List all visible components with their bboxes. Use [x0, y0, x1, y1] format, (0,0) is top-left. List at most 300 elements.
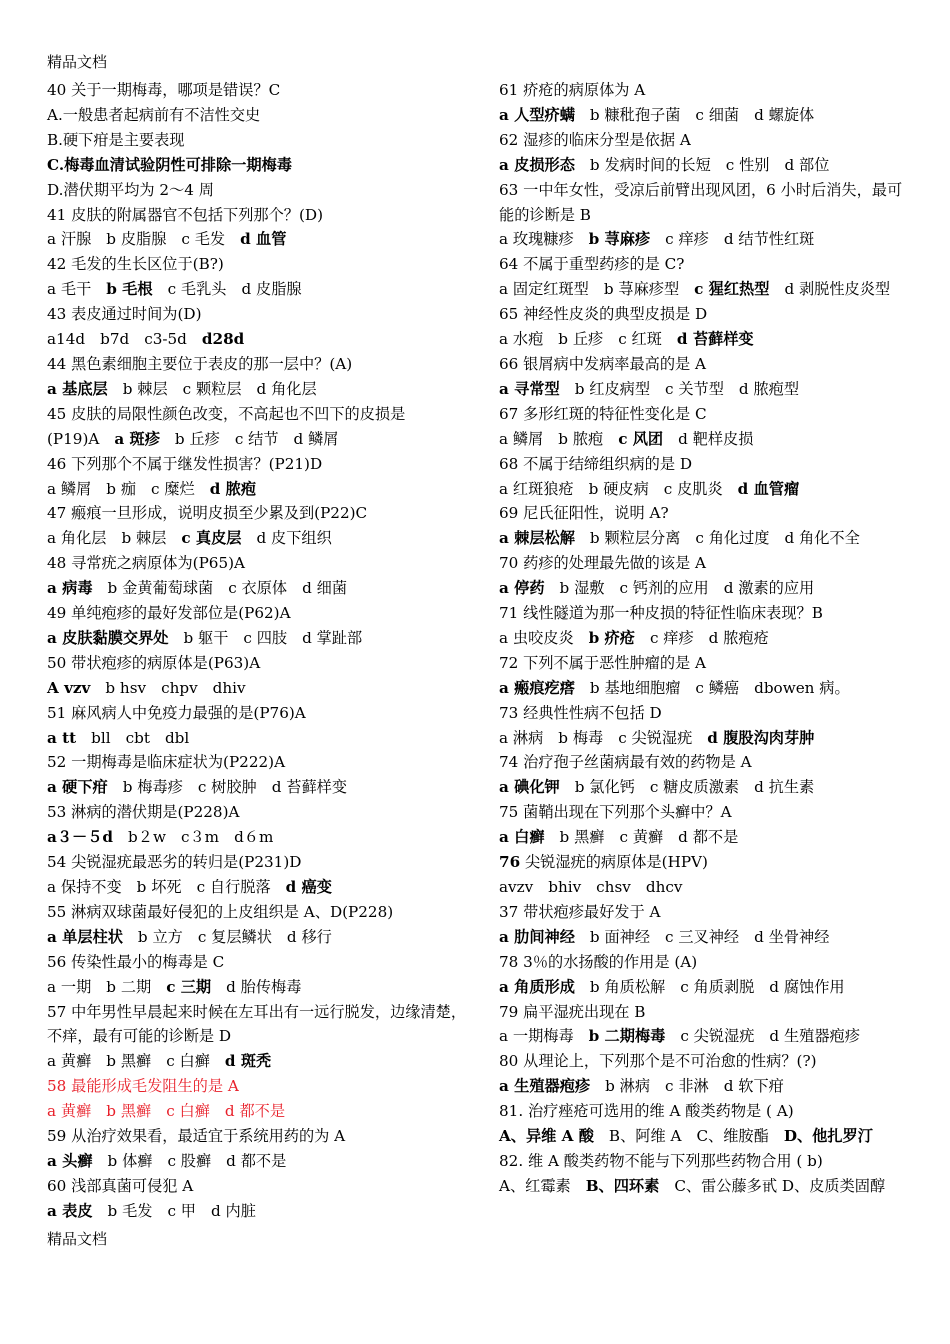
line-text: bll: [91, 728, 111, 747]
line-text: d 部位: [784, 155, 830, 174]
line-text: chpv: [161, 678, 198, 697]
line-text: 56 传染性最小的梅毒是 C: [47, 952, 225, 971]
question-line: [47, 925, 467, 950]
line-text: c 颗粒层: [182, 379, 242, 398]
question-line: [47, 377, 467, 402]
question-line: [47, 78, 467, 103]
page-header: 精品文档: [47, 53, 108, 71]
line-text: dbl: [164, 728, 190, 747]
question-line: [47, 850, 467, 875]
line-text: b 黑癣: [106, 1102, 152, 1121]
question-line: [47, 726, 467, 751]
answer-highlight: a 肋间神经: [499, 927, 575, 946]
question-line: [47, 252, 467, 277]
line-text: 72 下列不属于恶性肿瘤的是 A: [499, 653, 707, 672]
line-text: 53 淋病的潜伏期是(P228)A: [47, 803, 240, 822]
line-text: d 角化不全: [784, 529, 860, 548]
line-text: 40 关于一期梅毒，哪项是错误？C: [47, 81, 281, 99]
question-line: [47, 1174, 467, 1199]
left-question-column: [47, 78, 467, 1224]
answer-highlight: a 皮损形态: [499, 155, 575, 174]
question-line: [499, 78, 914, 103]
line-text: b 毛发: [107, 1201, 153, 1220]
line-text: d 结节性红斑: [723, 230, 815, 249]
line-text: a 汗腺: [47, 230, 92, 249]
line-text: chsv: [596, 878, 631, 896]
line-text: c 性别: [725, 155, 770, 174]
line-text: dbowen 病。: [754, 678, 850, 697]
question-line: [47, 402, 467, 427]
line-text: c 鳞癌: [695, 678, 740, 697]
question-line: [499, 352, 914, 377]
question-line: [47, 875, 467, 900]
question-line: [499, 701, 914, 726]
question-line: [499, 327, 914, 352]
question-line: [47, 975, 467, 1000]
question-line: [47, 302, 467, 327]
answer-highlight: a 停药: [499, 579, 545, 598]
answer-highlight: b 二期梅毒: [588, 1027, 666, 1046]
line-text: d 胎传梅毒: [226, 977, 302, 996]
line-text: d６m: [234, 828, 274, 847]
answer-highlight: c 三期: [166, 977, 212, 996]
answer-highlight: c 猩红热型: [694, 280, 770, 299]
line-text: b 棘层: [121, 529, 167, 548]
line-text: 67 多形红斑的特征性变化是 C: [499, 404, 707, 423]
line-text: b 二期: [106, 977, 152, 996]
answer-highlight: a 瘢痕疙瘩: [499, 678, 575, 697]
question-line: [499, 526, 914, 551]
question-line: [47, 277, 467, 302]
line-text: d 皮下组织: [256, 529, 332, 548]
line-text: 44 黑色素细胞主要位于表皮的那一层中？(A): [47, 354, 353, 373]
question-line: [499, 452, 914, 477]
line-text: 75 菌鞘出现在下列那个头癣中？A: [499, 803, 732, 822]
question-line: [499, 601, 914, 626]
line-text: b 金黄葡萄球菌: [107, 579, 214, 598]
answer-highlight: a 斑疹: [114, 429, 160, 448]
answer-highlight: a 单层柱状: [47, 927, 123, 946]
line-text: b 硬皮病: [588, 479, 649, 498]
line-text: b 丘疹: [174, 429, 220, 448]
line-text: d 角化层: [256, 379, 317, 398]
question-line: [499, 277, 914, 302]
page-footer: 精品文档: [47, 1230, 108, 1248]
answer-highlight: d 斑秃: [224, 1052, 272, 1071]
line-text: b 红皮病型: [574, 379, 651, 398]
line-text: d 都不是: [226, 1151, 287, 1170]
question-line: [499, 227, 914, 252]
answer-highlight: a 碘化钾: [499, 778, 560, 797]
line-text: 80 从理论上，下列那个是不可治愈的性病？(?): [499, 1052, 817, 1071]
line-text: c３m: [180, 828, 220, 847]
question-line: [47, 551, 467, 576]
question-line: [47, 1149, 467, 1174]
line-text: 78 3％的水扬酸的作用是 (A): [499, 952, 698, 971]
question-line: [499, 750, 914, 775]
answer-highlight: a 表皮: [47, 1201, 93, 1220]
line-text: 81. 治疗痤疮可选用的维 A 酸类药物是 ( A): [499, 1102, 794, 1121]
answer-highlight: a tt: [47, 728, 77, 747]
question-line: [499, 800, 914, 825]
answer-highlight: b 毛根: [106, 280, 153, 299]
line-text: 57 中年男性早晨起来时候在左耳出有一远行脱发，边缘清楚，不痒，最有可能的诊断是 D: [47, 1002, 467, 1046]
question-line: [47, 526, 467, 551]
answer-highlight: b 荨麻疹: [588, 230, 651, 249]
line-text: 82. 维 A 酸类药物不能与下列那些药物合用 ( b): [499, 1151, 823, 1170]
line-text: c 皮肌炎: [663, 479, 723, 498]
question-line: [47, 1074, 467, 1099]
line-text: 63 一中年女性，受凉后前臂出现风团，6 小时后消失，最可能的诊断是 B: [499, 180, 903, 224]
line-text: 64 不属于重型药疹的是 C?: [499, 255, 685, 274]
question-line: [47, 327, 467, 352]
answer-highlight: c 风团: [618, 429, 664, 448]
line-text: b 荨麻疹型: [603, 280, 680, 299]
line-text: a 红斑狼疮: [499, 479, 574, 498]
question-line: [499, 153, 914, 178]
question-line: [47, 750, 467, 775]
line-text: b 躯干: [183, 628, 229, 647]
line-text: c 痒疹: [649, 628, 694, 647]
line-text: a 水疱: [499, 330, 544, 349]
line-text: 49 单纯疱疹的最好发部位是(P62)A: [47, 604, 291, 623]
question-line: [499, 975, 914, 1000]
line-text: 37 带状疱疹最好发于 A: [499, 902, 661, 921]
line-text: b 皮脂腺: [106, 230, 167, 249]
question-line: [47, 651, 467, 676]
question-line: [47, 477, 467, 502]
line-text: 68 不属于结缔组织病的是 D: [499, 454, 693, 473]
line-text: d 脓疱型: [738, 379, 800, 398]
line-text: c 糖皮质激素: [649, 778, 740, 797]
line-text: b 脓疱: [558, 429, 604, 448]
line-text: d 皮脂腺: [241, 280, 302, 299]
line-text: b 痂: [106, 479, 137, 498]
line-text: b 角质松解: [589, 977, 666, 996]
line-text: 41 皮肤的附属器官不包括下列那个？(D): [47, 205, 323, 224]
question-line: [499, 925, 914, 950]
answer-highlight: a 基底层: [47, 379, 108, 398]
line-text: a 一期: [47, 977, 92, 996]
answer-highlight: a 硬下疳: [47, 778, 108, 797]
line-text: c 白癣: [166, 1052, 210, 1071]
line-text: c 三叉神经: [665, 927, 740, 946]
question-line: [499, 302, 914, 327]
question-line: [47, 1099, 467, 1124]
line-text: b 淋病: [605, 1077, 651, 1096]
line-text: a 淋病: [499, 728, 544, 747]
question-line: [499, 1024, 914, 1049]
line-text: 71 线性隧道为那一种皮损的特征性临床表现？B: [499, 604, 823, 623]
line-text: c 关节型: [665, 379, 724, 398]
line-text: d 苔藓样变: [271, 778, 348, 797]
answer-highlight: d 腹股沟肉芽肿: [707, 728, 815, 747]
line-text: dhcv: [645, 878, 683, 896]
line-text: d 激素的应用: [723, 579, 815, 598]
line-text: c 红斑: [618, 330, 662, 349]
question-line: [499, 178, 914, 228]
line-text: cbt: [125, 728, 150, 747]
line-text: d 生殖器疱疹: [769, 1027, 860, 1046]
line-text: C、雷公藤多甙 D、皮质类固醇: [674, 1176, 886, 1195]
line-text: a 鳞屑: [47, 479, 92, 498]
line-text: b 黑癣: [559, 828, 605, 847]
question-line: [47, 576, 467, 601]
line-text: 45 皮肤的局限性颜色改变，不高起也不凹下的皮损是: [47, 404, 406, 423]
line-text: dhiv: [212, 678, 246, 697]
question-line: [499, 427, 914, 452]
line-text: 74 治疗孢子丝菌病最有效的药物是 A: [499, 753, 752, 772]
line-text: 66 银屑病中发病率最高的是 A: [499, 354, 707, 373]
line-text: d 细菌: [302, 579, 348, 598]
line-text: d 软下疳: [723, 1077, 784, 1096]
question-line: [499, 501, 914, 526]
line-text: B、阿维 A: [608, 1127, 682, 1146]
line-text: c3-5d: [144, 330, 187, 349]
line-text: 50 带状疱疹的病原体是(P63)A: [47, 653, 261, 672]
line-text: 54 尖锐湿疣最恶劣的转归是(P231)D: [47, 853, 302, 872]
question-line: [499, 377, 914, 402]
answer-highlight: d 血管瘤: [737, 479, 800, 498]
question-line: [47, 153, 467, 178]
line-text: 60 浅部真菌可侵犯 A: [47, 1176, 194, 1195]
line-text: a 鳞屑: [499, 429, 544, 448]
question-line: [47, 950, 467, 975]
question-line: [499, 1049, 914, 1074]
question-line: [499, 651, 914, 676]
answer-highlight: D、他扎罗汀: [783, 1127, 873, 1146]
answer-highlight: a 皮肤黏膜交界处: [47, 628, 169, 647]
line-text: b 面神经: [589, 927, 651, 946]
question-line: [499, 676, 914, 701]
line-text: b 氯化钙: [574, 778, 635, 797]
line-text: b 发病时间的长短: [589, 155, 711, 174]
right-question-column: [499, 78, 914, 1199]
line-text: b２w: [128, 828, 166, 847]
line-text: a 黄癣: [47, 1052, 92, 1071]
line-text: c 自行脱落: [196, 878, 271, 896]
question-line: [47, 1124, 467, 1149]
line-text: d 脓疱疮: [708, 628, 769, 647]
line-text: b hsv: [105, 678, 147, 697]
line-text: 尖锐湿疣的病原体是(HPV): [520, 853, 708, 872]
line-text: a 角化层: [47, 529, 107, 548]
question-line: [47, 800, 467, 825]
line-text: b 湿敷: [559, 579, 605, 598]
line-text: a 虫咬皮炎: [499, 628, 574, 647]
line-text: c 尖锐湿疣: [680, 1027, 755, 1046]
line-text: 43 表皮通过时间为(D): [47, 305, 202, 324]
line-text: d 螺旋体: [754, 105, 815, 124]
line-text: c 结节: [234, 429, 279, 448]
line-text: d 腐蚀作用: [769, 977, 845, 996]
question-line: [47, 203, 467, 228]
line-text: a 毛干: [47, 280, 92, 299]
line-text: c 钙剂的应用: [619, 579, 709, 598]
question-line: [499, 1174, 914, 1199]
question-line: [499, 1149, 914, 1174]
line-text: 58 最能形成毛发阻生的是 A: [47, 1077, 239, 1096]
line-text: b 体癣: [107, 1151, 153, 1170]
line-text: d 剥脱性皮炎型: [784, 280, 891, 299]
answer-highlight: d 脓疱: [209, 479, 257, 498]
line-text: 55 淋病双球菌最好侵犯的上皮组织是 A、D(P228): [47, 902, 394, 921]
line-text: 62 湿疹的临床分型是依据 A: [499, 130, 691, 149]
question-line: [47, 352, 467, 377]
line-text: 61 疥疮的病原体为 A: [499, 81, 646, 99]
question-line: [47, 1000, 467, 1050]
line-text: a14d: [47, 330, 86, 349]
line-text: 51 麻风病人中免疫力最强的是(P76)A: [47, 703, 306, 722]
answer-highlight: a 寻常型: [499, 379, 560, 398]
line-text: b 梅毒疹: [122, 778, 183, 797]
answer-highlight: A、异维 A 酸: [499, 1127, 594, 1146]
line-text: a 一期梅毒: [499, 1027, 574, 1046]
line-text: d 掌趾部: [302, 628, 363, 647]
line-text: c 白癣: [166, 1102, 210, 1121]
question-line: [499, 551, 914, 576]
line-text: c 糜烂: [151, 479, 195, 498]
question-line: [47, 676, 467, 701]
question-line: [499, 950, 914, 975]
line-text: A、红霉素: [499, 1176, 571, 1195]
question-line: [47, 900, 467, 925]
answer-highlight: d 血管: [240, 230, 287, 249]
line-text: 73 经典性性病不包括 D: [499, 703, 662, 722]
question-line: [47, 178, 467, 203]
question-line: [47, 626, 467, 651]
line-text: b 丘疹: [558, 330, 604, 349]
line-text: b 坏死: [136, 878, 182, 896]
line-text: 59 从治疗效果看，最适宜于系统用药的为 A: [47, 1127, 346, 1146]
question-line: [499, 900, 914, 925]
question-line: [499, 402, 914, 427]
line-text: c 角质剥脱: [680, 977, 755, 996]
line-text: c 尖锐湿疣: [618, 728, 693, 747]
answer-highlight: d 癌变: [285, 878, 332, 896]
line-text: B.硬下疳是主要表现: [47, 130, 185, 149]
line-text: b 糠秕孢子菌: [589, 105, 681, 124]
question-line: [47, 825, 467, 850]
line-text: 70 药疹的处理最先做的该是 A: [499, 554, 707, 573]
line-text: c 衣原体: [228, 579, 288, 598]
line-text: 69 尼氏征阳性，说明 A?: [499, 504, 669, 523]
question-line: [499, 1124, 914, 1149]
line-text: b 基地细胞瘤: [589, 678, 681, 697]
question-line: [47, 227, 467, 252]
question-line: [499, 850, 914, 875]
answer-highlight: a 白癣: [499, 828, 545, 847]
line-text: c 角化过度: [695, 529, 770, 548]
line-text: d 鳞屑: [293, 429, 339, 448]
question-line: [499, 252, 914, 277]
line-text: c 四肢: [243, 628, 288, 647]
question-line: [499, 875, 914, 900]
question-line: [47, 452, 467, 477]
question-line: [499, 726, 914, 751]
line-text: 52 一期梅毒是临床症状为(P222)A: [47, 753, 286, 772]
answer-highlight: B、四环素: [585, 1176, 660, 1195]
answer-highlight: c 真皮层: [181, 529, 242, 548]
line-text: bhiv: [548, 878, 582, 896]
line-text: c 细菌: [695, 105, 740, 124]
line-text: b 立方: [137, 927, 183, 946]
question-line: [499, 626, 914, 651]
answer-highlight: A vzv: [47, 678, 91, 697]
question-line: [499, 1099, 914, 1124]
line-text: d 抗生素: [754, 778, 815, 797]
line-text: d 移行: [286, 927, 332, 946]
answer-highlight: a３－５d: [47, 828, 114, 847]
line-text: d 都不是: [678, 828, 739, 847]
line-text: a 固定红斑型: [499, 280, 589, 299]
answer-highlight: b 疥疮: [588, 628, 635, 647]
line-text: d 内脏: [210, 1201, 256, 1220]
line-text: d 靶样皮损: [678, 429, 754, 448]
line-text: 42 毛发的生长区位于(B?): [47, 255, 224, 274]
line-text: c 毛发: [181, 230, 226, 249]
answer-highlight: C.梅毒血清试验阴性可排除一期梅毒: [47, 155, 292, 174]
question-line: [499, 1000, 914, 1025]
line-text: 46 下列那个不属于继发性损害？(P21)D: [47, 454, 323, 473]
line-text: 47 瘢痕一旦形成，说明皮损至少累及到(P22)C: [47, 504, 368, 523]
question-line: [499, 825, 914, 850]
question-line: [499, 128, 914, 153]
line-text: c 非淋: [665, 1077, 709, 1096]
line-text: 65 神经性皮炎的典型皮损是 D: [499, 305, 708, 324]
question-line: [47, 775, 467, 800]
answer-highlight: a 生殖器疱疹: [499, 1077, 591, 1096]
answer-highlight: a 人型疥螨: [499, 105, 575, 124]
line-text: b 黑癣: [106, 1052, 152, 1071]
line-text: a 玫瑰糠疹: [499, 230, 574, 249]
line-text: a 黄癣: [47, 1102, 92, 1121]
line-text: b 颗粒层分离: [589, 529, 681, 548]
line-text: c 毛乳头: [167, 280, 227, 299]
line-text: b 棘层: [122, 379, 168, 398]
line-text: b 梅毒: [558, 728, 604, 747]
line-text: c 股癣: [167, 1151, 212, 1170]
line-text: avzv: [499, 878, 534, 896]
question-line: [47, 103, 467, 128]
question-line: [47, 427, 467, 452]
line-text: A.一般患者起病前有不洁性交史: [47, 105, 261, 124]
question-line: [47, 128, 467, 153]
answer-highlight: a 病毒: [47, 579, 93, 598]
line-text: (P19)A: [47, 429, 100, 448]
question-line: [499, 1074, 914, 1099]
question-line: [47, 701, 467, 726]
question-line: [47, 501, 467, 526]
line-text: d 都不是: [224, 1102, 286, 1121]
line-text: c 甲: [167, 1201, 196, 1220]
answer-highlight: d28d: [201, 330, 245, 349]
line-text: 48 寻常疣之病原体为(P65)A: [47, 554, 246, 573]
line-text: C、维胺酯: [696, 1127, 769, 1146]
question-line: [499, 477, 914, 502]
question-line: [47, 601, 467, 626]
line-text: b7d: [100, 330, 130, 349]
line-text: c 树胶肿: [197, 778, 257, 797]
line-text: D.潜伏期平均为 2～4 周: [47, 180, 214, 199]
line-text: c 痒疹: [665, 230, 709, 249]
question-line: [47, 1049, 467, 1074]
question-line: [47, 1199, 467, 1224]
line-text: 79 扁平湿疣出现在 B: [499, 1002, 646, 1021]
line-text: a 保持不变: [47, 878, 122, 896]
line-text: c 复层鳞状: [197, 927, 272, 946]
question-line: [499, 576, 914, 601]
